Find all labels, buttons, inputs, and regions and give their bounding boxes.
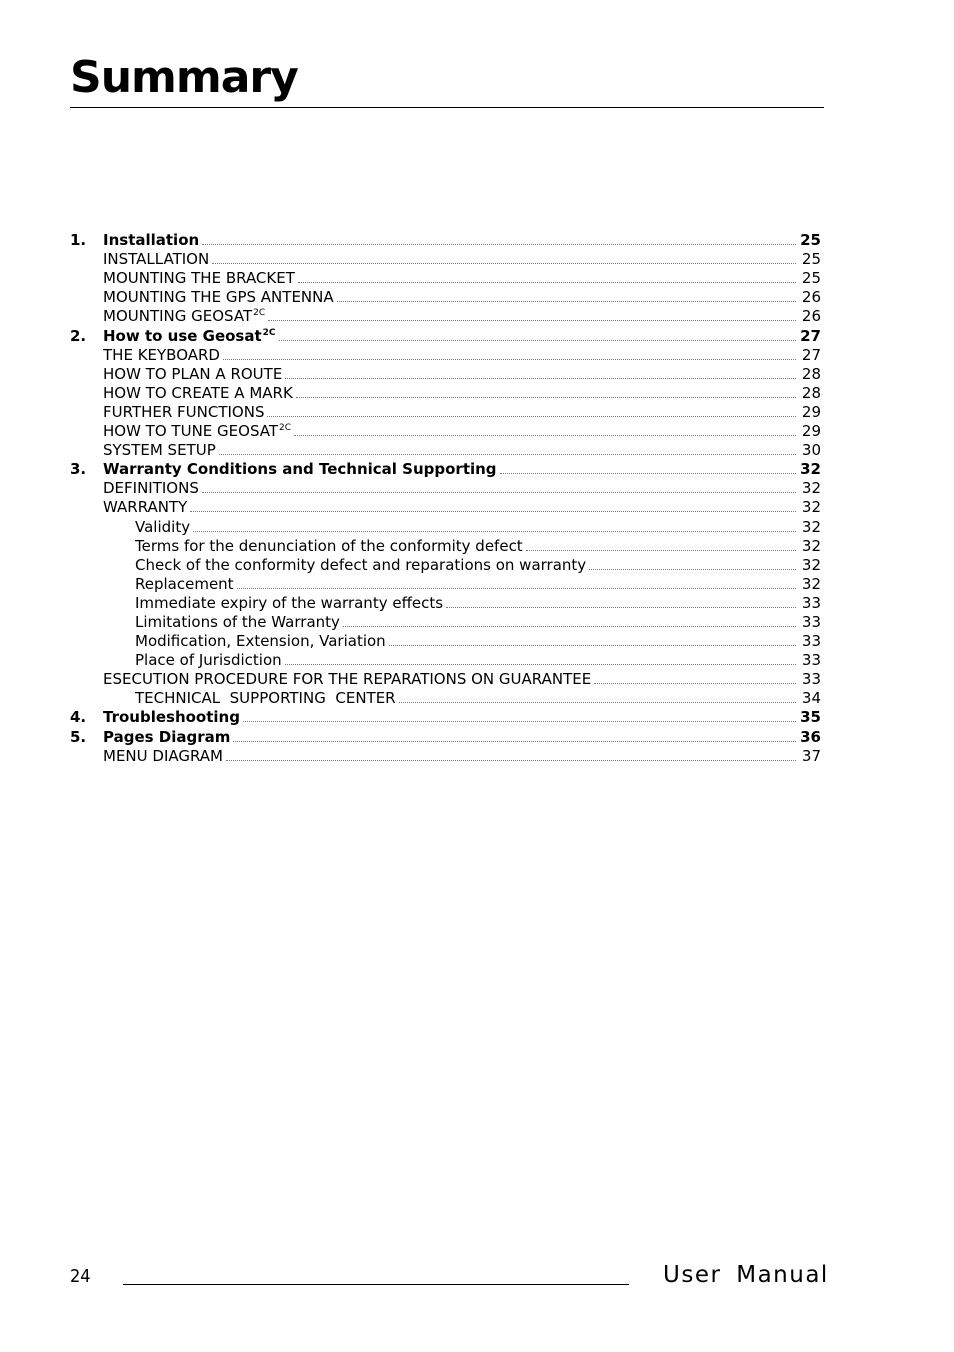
toc-dot-leader <box>190 511 796 512</box>
toc-entry-label <box>135 595 443 612</box>
toc-entry[interactable] <box>70 669 821 688</box>
toc-page-number: 32 <box>801 536 821 555</box>
toc-entry-text: Limitations of the Warranty <box>135 612 340 631</box>
toc-entry[interactable] <box>70 268 821 287</box>
toc-entry-label <box>135 614 340 631</box>
toc-page-number: 34 <box>801 689 821 708</box>
toc-entry-text: Validity <box>135 517 191 536</box>
toc-page-number: 32 <box>801 517 821 536</box>
toc-page-number: 26 <box>801 307 821 326</box>
toc-entry-label <box>135 519 190 536</box>
toc-page-number: 32 <box>801 479 821 498</box>
toc-entry-label <box>103 232 199 249</box>
toc-page-number: 27 <box>800 326 821 345</box>
toc-entry-label <box>103 347 220 364</box>
toc-dot-leader <box>294 435 796 436</box>
footer-page-number: 24 <box>70 1266 91 1287</box>
toc-entry-label <box>103 404 264 421</box>
toc-entry[interactable] <box>70 402 821 421</box>
toc-entry[interactable] <box>70 516 821 535</box>
toc-entry-text: Immediate expiry of the warranty effects <box>135 593 444 612</box>
toc-entry-text: MOUNTING THE BRACKET <box>103 269 295 288</box>
toc-entry-label <box>103 671 591 688</box>
toc-entry-label <box>103 308 265 325</box>
toc-entry-label <box>103 442 216 459</box>
toc-entry[interactable] <box>70 555 821 574</box>
toc-dot-leader <box>337 301 796 302</box>
toc-chapter-number: 2. <box>70 326 87 345</box>
toc-entry-label <box>103 748 223 765</box>
footer-rule <box>123 1284 629 1285</box>
toc-entry[interactable] <box>70 612 821 631</box>
toc-page-number: 33 <box>801 612 821 631</box>
toc-dot-leader <box>285 378 796 379</box>
toc-page-number: 28 <box>801 364 821 383</box>
toc-dot-leader <box>500 473 796 474</box>
toc-dot-leader <box>237 588 796 589</box>
toc-entry[interactable] <box>70 536 821 555</box>
toc-entry[interactable] <box>70 383 821 402</box>
toc-entry-text: FURTHER FUNCTIONS <box>103 402 265 421</box>
toc-chapter-entry[interactable] <box>70 726 821 745</box>
toc-entry-text: INSTALLATION <box>103 250 210 269</box>
toc-entry-text: MOUNTING THE GPS ANTENNA <box>103 288 334 307</box>
toc-entry-label <box>103 251 209 268</box>
toc-dot-leader <box>285 664 796 665</box>
toc-entry-text: How to use Geosat <box>103 326 262 345</box>
toc-entry-label <box>135 576 234 593</box>
toc-page-number: 25 <box>801 269 821 288</box>
toc-entry-label <box>135 690 396 707</box>
toc-chapter-entry[interactable] <box>70 459 821 478</box>
toc-entry-label <box>103 385 293 402</box>
toc-entry-label <box>103 366 282 383</box>
toc-page-number: 37 <box>801 746 821 765</box>
toc-entry[interactable] <box>70 364 821 383</box>
footer-title: User Manual <box>663 1262 829 1288</box>
toc-dot-leader <box>202 492 796 493</box>
toc-entry-text: Replacement <box>135 574 234 593</box>
toc-dot-leader <box>446 607 796 608</box>
toc-page-number: 29 <box>801 422 821 441</box>
toc-dot-leader <box>399 702 796 703</box>
toc-page-number: 25 <box>801 250 821 269</box>
toc-dot-leader <box>226 760 796 761</box>
toc-entry[interactable] <box>70 688 821 707</box>
toc-dot-leader <box>268 320 796 321</box>
toc-entry-text: SYSTEM SETUP <box>103 441 216 460</box>
toc-dot-leader <box>389 645 796 646</box>
toc-dot-leader <box>202 244 796 245</box>
toc-entry-text: Terms for the denunciation of the conformity defect <box>135 536 523 555</box>
title-rule <box>70 107 824 108</box>
toc-chapter-number: 1. <box>70 231 87 250</box>
toc-entry[interactable] <box>70 593 821 612</box>
toc-entry-label <box>103 423 291 440</box>
toc-entry-text: Check of the conformity defect and reparations on warranty <box>135 555 587 574</box>
toc-page-number: 36 <box>800 727 821 746</box>
toc-entry[interactable] <box>70 306 821 325</box>
toc-chapter-entry[interactable] <box>70 230 821 249</box>
toc-entry-label <box>103 480 199 497</box>
toc-entry-text: Warranty Conditions and Technical Supporting <box>103 460 497 479</box>
page-title: Summary <box>70 52 298 103</box>
toc-page-number: 33 <box>801 593 821 612</box>
toc-entry-label <box>103 499 187 516</box>
toc-entry[interactable] <box>70 287 821 306</box>
toc-entry[interactable] <box>70 345 821 364</box>
toc-entry-label <box>135 557 586 574</box>
toc-entry-text: HOW TO CREATE A MARK <box>103 383 293 402</box>
toc-entry-text: DEFINITIONS <box>103 479 199 498</box>
toc-dot-leader <box>296 397 796 398</box>
toc-page-number: 26 <box>801 288 821 307</box>
table-of-contents <box>70 230 821 765</box>
toc-entry-text: ESECUTION PROCEDURE FOR THE REPARATIONS ON GUARANTEE <box>103 670 592 689</box>
toc-dot-leader <box>219 454 796 455</box>
toc-entry-superscript: 2C <box>279 423 292 434</box>
toc-dot-leader <box>298 282 796 283</box>
toc-entry[interactable] <box>70 650 821 669</box>
toc-entry-superscript: 2C <box>262 327 276 338</box>
toc-page-number: 28 <box>801 383 821 402</box>
toc-dot-leader <box>343 626 796 627</box>
toc-entry-label <box>135 633 386 650</box>
toc-entry[interactable] <box>70 746 821 765</box>
toc-chapter-number: 5. <box>70 727 87 746</box>
toc-entry-label <box>103 461 497 478</box>
toc-page-number: 32 <box>801 498 821 517</box>
toc-page-number: 33 <box>801 632 821 651</box>
toc-entry-label <box>103 709 240 726</box>
toc-entry[interactable] <box>70 631 821 650</box>
toc-entry-text: THE KEYBOARD <box>103 345 220 364</box>
toc-entry-label <box>103 270 295 287</box>
toc-entry[interactable] <box>70 249 821 268</box>
toc-entry[interactable] <box>70 497 821 516</box>
toc-dot-leader <box>267 416 796 417</box>
toc-entry-label <box>103 328 276 345</box>
toc-page-number: 33 <box>801 670 821 689</box>
toc-page-number: 30 <box>801 441 821 460</box>
toc-entry-text: Pages Diagram <box>103 727 231 746</box>
toc-page-number: 32 <box>801 574 821 593</box>
toc-dot-leader <box>243 721 796 722</box>
toc-dot-leader <box>193 531 796 532</box>
toc-page-number: 33 <box>801 651 821 670</box>
toc-entry-text: TECHNICAL SUPPORTING CENTER <box>135 689 396 708</box>
toc-dot-leader <box>589 569 796 570</box>
toc-page-number: 25 <box>800 231 821 250</box>
toc-page-number: 32 <box>800 460 821 479</box>
toc-entry-text: Modification, Extension, Variation <box>135 632 386 651</box>
toc-dot-leader <box>279 340 796 341</box>
toc-entry-text: MENU DIAGRAM <box>103 746 223 765</box>
toc-dot-leader <box>526 550 796 551</box>
toc-entry[interactable] <box>70 440 821 459</box>
toc-entry[interactable] <box>70 478 821 497</box>
toc-dot-leader <box>594 683 796 684</box>
toc-page-number: 29 <box>801 402 821 421</box>
toc-entry-label <box>135 652 282 669</box>
toc-entry-text: MOUNTING GEOSAT <box>103 307 253 326</box>
toc-dot-leader <box>212 263 796 264</box>
toc-entry[interactable] <box>70 574 821 593</box>
toc-page-number: 32 <box>801 555 821 574</box>
toc-chapter-number: 4. <box>70 708 87 727</box>
toc-entry-text: HOW TO TUNE GEOSAT <box>103 422 278 441</box>
toc-dot-leader <box>233 741 796 742</box>
toc-entry-text: Installation <box>103 231 200 250</box>
toc-dot-leader <box>223 359 796 360</box>
toc-entry-text: Troubleshooting <box>103 708 240 727</box>
toc-entry[interactable] <box>70 421 821 440</box>
toc-chapter-entry[interactable] <box>70 325 821 344</box>
toc-entry-text: Place of Jurisdiction <box>135 651 282 670</box>
toc-entry-text: WARRANTY <box>103 498 188 517</box>
toc-chapter-number: 3. <box>70 460 87 479</box>
toc-entry-label <box>135 538 523 555</box>
toc-entry-text: HOW TO PLAN A ROUTE <box>103 364 283 383</box>
toc-entry-label <box>103 289 334 306</box>
toc-chapter-entry[interactable] <box>70 707 821 726</box>
toc-entry-superscript: 2C <box>253 308 266 319</box>
toc-entry-label <box>103 729 230 746</box>
toc-page-number: 27 <box>801 345 821 364</box>
toc-page-number: 35 <box>800 708 821 727</box>
